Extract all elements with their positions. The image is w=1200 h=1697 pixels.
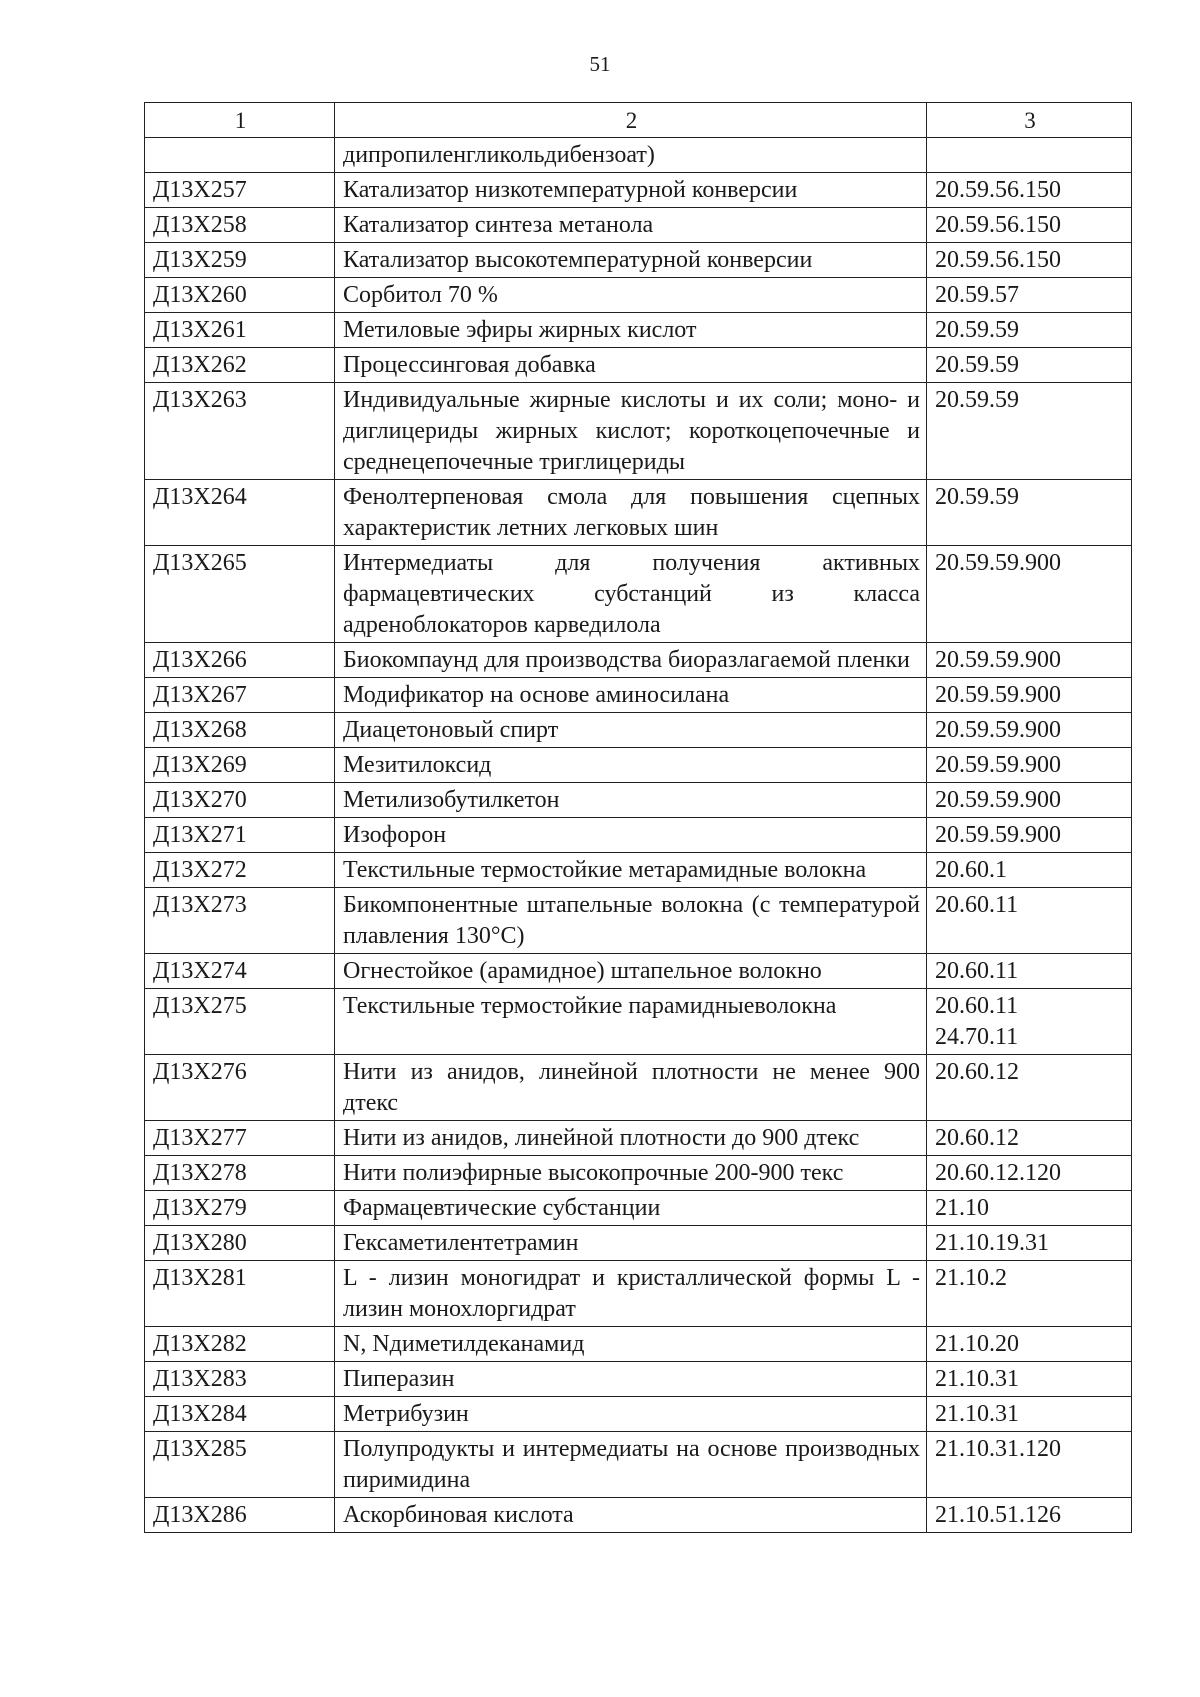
product-name-cell: Бикомпонентные штапельные волокна (с температурой плавления 130°С) (335, 888, 927, 954)
product-name-cell: Сорбитол 70 % (335, 278, 927, 313)
product-name-cell: дипропиленгликольдибензоат) (335, 138, 927, 173)
product-name-cell: Нити полиэфирные высокопрочные 200-900 текс (335, 1156, 927, 1191)
classification-code-cell (927, 713, 1132, 748)
row-id-cell: Д13Х267 (145, 678, 335, 713)
classification-code: 20.60.12 (935, 1125, 1019, 1151)
classification-code: 21.10.2 (935, 1265, 1007, 1291)
table-row (145, 748, 1132, 783)
row-id-cell: Д13Х259 (145, 243, 335, 278)
classification-code-cell (927, 1191, 1132, 1226)
row-id-cell: Д13Х258 (145, 208, 335, 243)
classification-code: 20.59.59.900 (935, 550, 1061, 576)
product-name-cell: Метрибузин (335, 1397, 927, 1432)
table-row (145, 1191, 1132, 1226)
classification-code-cell (927, 643, 1132, 678)
classification-code: 20.59.59.900 (935, 822, 1061, 848)
table-row (145, 1261, 1132, 1327)
classification-code-cell (927, 173, 1132, 208)
classification-code-cell (927, 1327, 1132, 1362)
classification-code-cell (927, 138, 1132, 173)
product-name-cell: Текстильные термостойкие метарамидные волокна (335, 853, 927, 888)
product-name-cell: Нити из анидов, линейной плотности не менее 900 дтекс (335, 1055, 927, 1121)
classification-code: 20.59.59 (935, 317, 1019, 343)
product-name-cell: N, Nдиметилдеканамид (335, 1327, 927, 1362)
classification-code: 20.59.59.900 (935, 752, 1061, 778)
classification-code: 21.10.19.31 (935, 1230, 1049, 1256)
table-row (145, 243, 1132, 278)
product-name-cell: Процессинговая добавка (335, 348, 927, 383)
classification-code-cell (927, 278, 1132, 313)
row-id-cell: Д13Х286 (145, 1498, 335, 1533)
classification-code: 21.10.20 (935, 1331, 1019, 1357)
classification-code-cell (927, 1226, 1132, 1261)
column-header-3: 3 (927, 103, 1132, 138)
classification-code: 20.59.57 (935, 282, 1019, 308)
product-name-cell: Полупродукты и интермедиаты на основе производных пиримидина (335, 1432, 927, 1498)
classification-code: 20.59.59 (935, 352, 1019, 378)
row-id-cell: Д13Х269 (145, 748, 335, 783)
table-row (145, 1327, 1132, 1362)
classification-code: 21.10.31 (935, 1366, 1019, 1392)
row-id-cell: Д13Х263 (145, 383, 335, 480)
classification-code-cell (927, 1362, 1132, 1397)
table-row (145, 954, 1132, 989)
product-name-cell: Метилизобутилкетон (335, 783, 927, 818)
classification-code: 20.59.59.900 (935, 647, 1061, 673)
row-id-cell: Д13Х284 (145, 1397, 335, 1432)
classification-code-cell (927, 1156, 1132, 1191)
classification-code-cell (927, 678, 1132, 713)
table-row (145, 383, 1132, 480)
classification-code-cell (927, 1432, 1132, 1498)
table-row (145, 138, 1132, 173)
row-id-cell: Д13Х257 (145, 173, 335, 208)
row-id-cell: Д13Х260 (145, 278, 335, 313)
table-row (145, 1156, 1132, 1191)
classification-code: 20.59.59.900 (935, 787, 1061, 813)
row-id-cell: Д13Х268 (145, 713, 335, 748)
classification-code-cell (927, 1397, 1132, 1432)
page-number: 51 (589, 52, 611, 76)
product-name-cell: Мезитилоксид (335, 748, 927, 783)
product-name-cell: Нити из анидов, линейной плотности до 900 дтекс (335, 1121, 927, 1156)
classification-code: 20.60.12 (935, 1059, 1019, 1085)
table-row (145, 1397, 1132, 1432)
classification-code-cell (927, 546, 1132, 643)
product-name-cell: Катализатор синтеза метанола (335, 208, 927, 243)
table-row (145, 1226, 1132, 1261)
classification-code: 21.10 (935, 1195, 989, 1221)
table-row (145, 1432, 1132, 1498)
classification-code: 20.60.12.120 (935, 1160, 1061, 1186)
classification-code-cell (927, 783, 1132, 818)
product-name-cell: Гексаметилентетрамин (335, 1226, 927, 1261)
product-name-cell: Биокомпаунд для производства биоразлагаемой пленки (335, 643, 927, 678)
classification-code-cell (927, 818, 1132, 853)
classification-code-cell (927, 383, 1132, 480)
table-row (145, 1055, 1132, 1121)
row-id-cell: Д13Х265 (145, 546, 335, 643)
column-header-1: 1 (145, 103, 335, 138)
row-id-cell: Д13Х266 (145, 643, 335, 678)
classification-code: 20.59.59.900 (935, 682, 1061, 708)
product-name-cell: Диацетоновый спирт (335, 713, 927, 748)
product-name-cell: Интермедиаты для получения активных фармацевтических субстанций из класса адреноблокаторов карведилола (335, 546, 927, 643)
table-row (145, 1498, 1132, 1533)
row-id-cell: Д13Х272 (145, 853, 335, 888)
classification-code: 20.60.11 (935, 993, 1019, 1019)
table-row (145, 783, 1132, 818)
classification-code: 21.10.31 (935, 1401, 1019, 1427)
row-id-cell: Д13Х280 (145, 1226, 335, 1261)
classification-code-cell (927, 1261, 1132, 1327)
table-header-row (145, 103, 1132, 138)
classification-code-cell (927, 748, 1132, 783)
product-name-cell: Изофорон (335, 818, 927, 853)
classification-code: 20.59.56.150 (935, 247, 1061, 273)
classification-code: 20.60.1 (935, 857, 1007, 883)
row-id-cell: Д13Х275 (145, 989, 335, 1055)
classification-code-cell (927, 1121, 1132, 1156)
product-name-cell: Огнестойкое (арамидное) штапельное волокно (335, 954, 927, 989)
table-row (145, 853, 1132, 888)
classification-code: 21.10.51.126 (935, 1502, 1061, 1528)
classification-code: 20.60.11 (935, 958, 1019, 984)
table-row (145, 713, 1132, 748)
product-name-cell: Индивидуальные жирные кислоты и их соли; моно- и диглицериды жирных кислот; короткоцепочечные и среднецепочечные триглицериды (335, 383, 927, 480)
product-name-cell: Пиперазин (335, 1362, 927, 1397)
table-row (145, 678, 1132, 713)
product-name-cell: Метиловые эфиры жирных кислот (335, 313, 927, 348)
row-id-cell: Д13Х274 (145, 954, 335, 989)
row-id-cell: Д13Х271 (145, 818, 335, 853)
product-name-cell: Катализатор низкотемпературной конверсии (335, 173, 927, 208)
table-row (145, 480, 1132, 546)
table-row (145, 313, 1132, 348)
product-name-cell: Модификатор на основе аминосилана (335, 678, 927, 713)
product-code-table (144, 102, 1132, 1533)
product-name-cell: Текстильные термостойкие парамидныеволокна (335, 989, 927, 1055)
classification-code: 20.59.56.150 (935, 177, 1061, 203)
row-id-cell: Д13Х273 (145, 888, 335, 954)
table-row (145, 888, 1132, 954)
table-row (145, 989, 1132, 1055)
product-name-cell: Фармацевтические субстанции (335, 1191, 927, 1226)
classification-code-cell (927, 1498, 1132, 1533)
table-row (145, 1362, 1132, 1397)
table-row (145, 278, 1132, 313)
classification-code: 20.59.56.150 (935, 212, 1061, 238)
row-id-cell: Д13Х282 (145, 1327, 335, 1362)
table-row (145, 208, 1132, 243)
row-id-cell: Д13Х278 (145, 1156, 335, 1191)
classification-code: 20.59.59.900 (935, 717, 1061, 743)
classification-code-cell (927, 853, 1132, 888)
row-id-cell: Д13Х281 (145, 1261, 335, 1327)
table-row (145, 643, 1132, 678)
table-row (145, 818, 1132, 853)
table-row (145, 348, 1132, 383)
classification-code-cell (927, 243, 1132, 278)
classification-code-cell (927, 888, 1132, 954)
classification-code-cell (927, 1055, 1132, 1121)
classification-code: 20.59.59 (935, 387, 1019, 413)
classification-code: 20.59.59 (935, 484, 1019, 510)
classification-code: 21.10.31.120 (935, 1436, 1061, 1462)
product-name-cell: Аскорбиновая кислота (335, 1498, 927, 1533)
row-id-cell: Д13Х262 (145, 348, 335, 383)
product-name-cell: L - лизин моногидрат и кристаллической формы L - лизин монохлоргидрат (335, 1261, 927, 1327)
classification-code-cell (927, 954, 1132, 989)
row-id-cell: Д13Х276 (145, 1055, 335, 1121)
table-row (145, 546, 1132, 643)
product-name-cell: Катализатор высокотемпературной конверсии (335, 243, 927, 278)
row-id-cell (145, 138, 335, 173)
classification-code-cell (927, 208, 1132, 243)
row-id-cell: Д13Х277 (145, 1121, 335, 1156)
table-row (145, 1121, 1132, 1156)
row-id-cell: Д13Х279 (145, 1191, 335, 1226)
classification-code-cell (927, 989, 1132, 1055)
row-id-cell: Д13Х283 (145, 1362, 335, 1397)
row-id-cell: Д13Х264 (145, 480, 335, 546)
classification-code: 24.70.11 (935, 1024, 1019, 1050)
classification-code-cell (927, 313, 1132, 348)
table-row (145, 173, 1132, 208)
row-id-cell: Д13Х261 (145, 313, 335, 348)
classification-code-cell (927, 480, 1132, 546)
product-name-cell: Фенолтерпеновая смола для повышения сцепных характеристик летних легковых шин (335, 480, 927, 546)
row-id-cell: Д13Х270 (145, 783, 335, 818)
column-header-2: 2 (335, 103, 927, 138)
row-id-cell: Д13Х285 (145, 1432, 335, 1498)
classification-code: 20.60.11 (935, 892, 1019, 918)
classification-code-cell (927, 348, 1132, 383)
